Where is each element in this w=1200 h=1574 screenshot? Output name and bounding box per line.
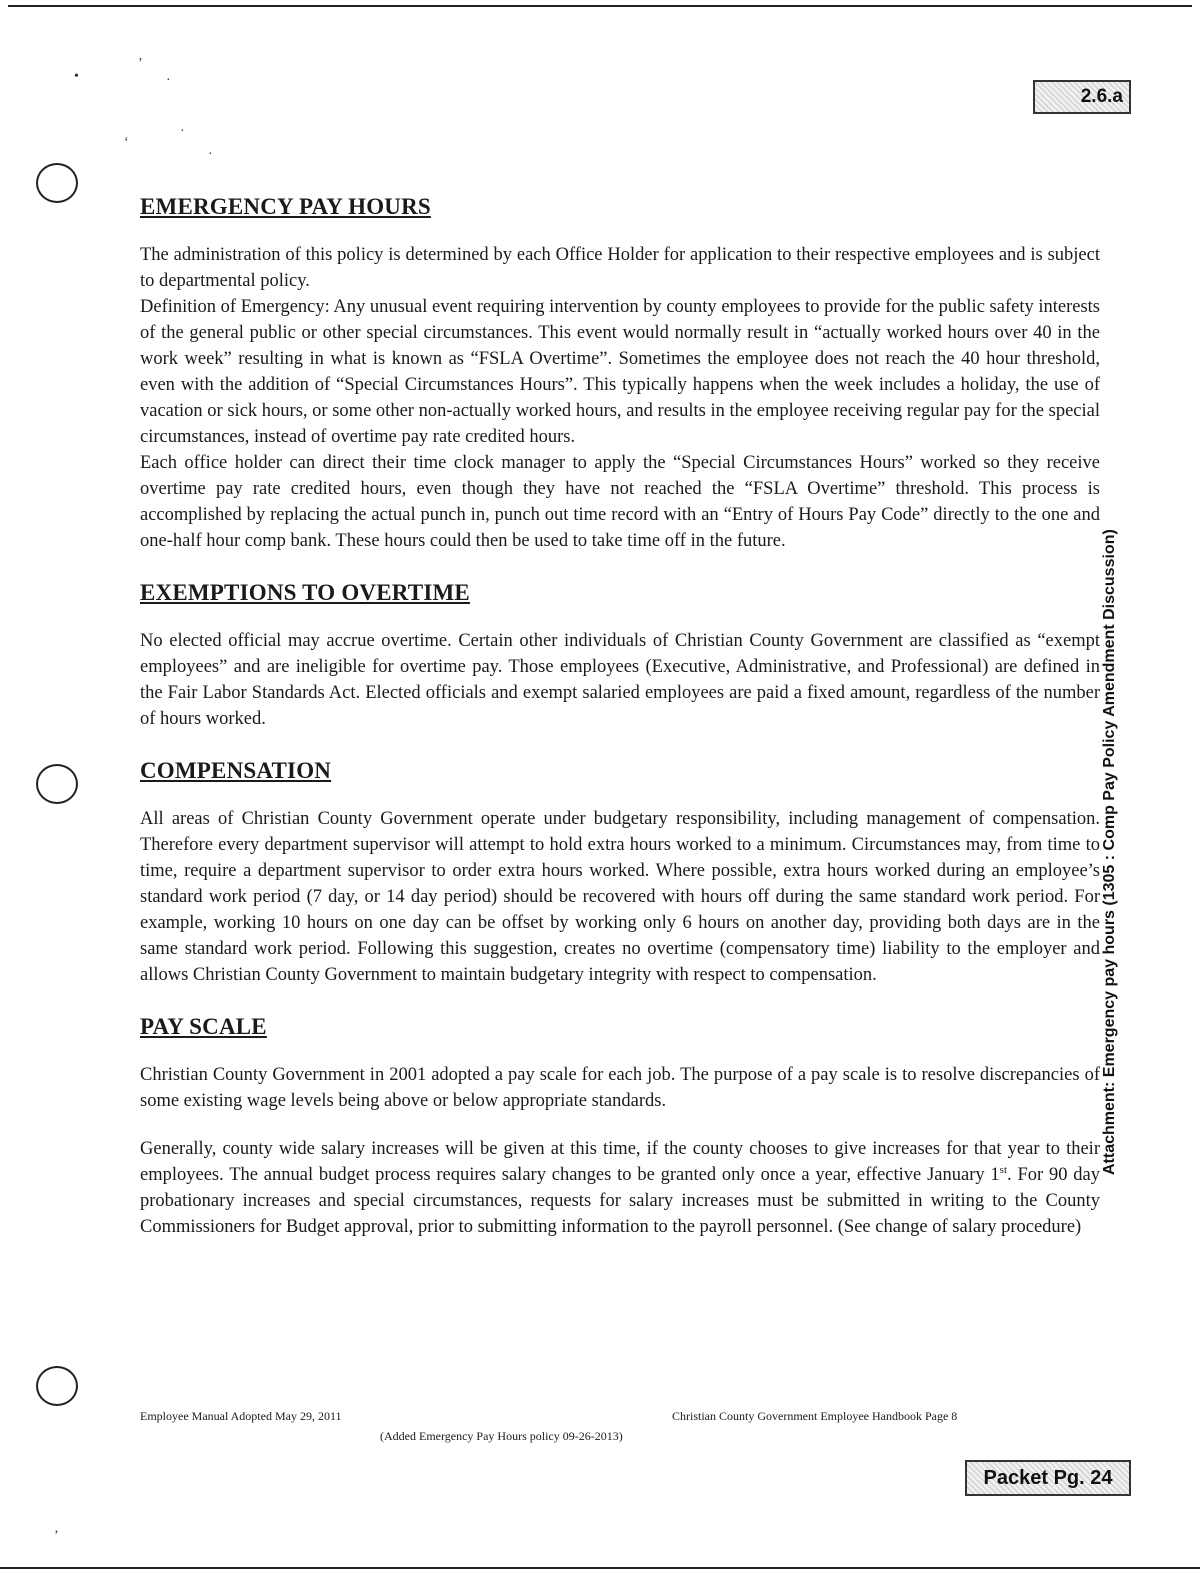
scan-speck: · [208,147,213,162]
document-tag: 2.6.a [1033,80,1131,114]
footer-adoption-note: Employee Manual Adopted May 29, 2011 [140,1409,342,1423]
scan-speck: • [74,69,79,84]
scan-speck: · [180,124,185,139]
page-content [140,180,1100,1266]
scan-speck: ’ [138,56,143,71]
section-compensation [140,758,1100,988]
scan-speck: · [166,73,171,88]
section-emergency-pay [140,194,1100,554]
paragraph: Definition of Emergency: Any unusual event requiring intervention by county employees to provide for the public safety interests of the general public or other special circumstances. This event would normally result in “actually worked hours over 40 in the work week” resulting in what is known as “FSLA Overtime”. Sometimes the employee does not reach the 40 hour threshold, even with the addition of “Special Circumstances Hours”. This typically happens when the week includes a holiday, the use of vacation or sick hours, or some other non-actually worked hours, and results in the employee receiving regular pay for the special circumstances, instead of overtime pay rate credited hours. [140,297,1100,447]
scan-speck: ‚ [54,1521,59,1536]
footer-amendment-note: (Added Emergency Pay Hours policy 09-26-2013) [380,1429,623,1443]
section-pay-scale [140,1014,1100,1240]
bottom-scan-border [0,1567,1200,1569]
section-heading: EXEMPTIONS TO OVERTIME [140,580,470,605]
section-exemptions [140,580,1100,732]
section-heading: COMPENSATION [140,758,332,783]
hole-punch-top [36,163,78,203]
section-heading: PAY SCALE [140,1014,267,1039]
hole-punch-bottom [36,1366,78,1406]
paragraph: Each office holder can direct their time clock manager to apply the “Special Circumstances Hours” worked so they receive overtime pay rate credited hours, even though they have not reached the “FSLA Overtime” threshold. This process is accomplished by replacing the actual punch in, punch out time record with an “Entry of Hours Pay Code” directly to the one and one-half hour comp bank. These hours could then be used to take time off in the future. [140,453,1100,551]
paragraph-text: Generally, county wide salary increases will be given at this time, if the county chooses to give increases for that year to their employees. The annual budget process requires salary changes to be granted only once a year, effective January 1 [140,1139,1100,1185]
paragraph: No elected official may accrue overtime. Certain other individuals of Christian County Government are classified as “exempt employees” and are ineligible for overtime pay. Those employees (Executive, Administrative, and Professional) are defined in the Fair Labor Standards Act. Elected officials and exempt salaried employees are paid a fixed amount, regardless of the number of hours worked. [140,631,1100,729]
attachment-side-label: Attachment: Emergency pay hours (1305 : Comp Pay Policy Amendment Discussion) [1101,529,1118,1175]
hole-punch-middle [36,764,78,804]
top-scan-border [8,5,1192,7]
scan-speck: ‘ [124,135,129,150]
paragraph: Christian County Government in 2001 adopted a pay scale for each job. The purpose of a pay scale is to resolve discrepancies of some existing wage levels being above or below appropriate standards. [140,1065,1100,1111]
paragraph: All areas of Christian County Government operate under budgetary responsibility, including management of compensation. Therefore every department supervisor will attempt to hold extra hours worked to a minimum. Circumstances may, from time to time, require a department supervisor to order extra hours worked. Where possible, extra hours worked during an employee’s standard work period (7 day, or 14 day period) should be recovered with hours off during the same standard work period. For example, working 10 hours on one day can be offset by working only 6 hours on another day, providing both days are in the same standard work period. Following this suggestion, creates no overtime (compensatory time) liability to the employer and allows Christian County Government to maintain budgetary integrity with respect to compensation. [140,809,1100,985]
ordinal-suffix: st [999,1163,1008,1176]
section-heading: EMERGENCY PAY HOURS [140,194,431,219]
paragraph: The administration of this policy is determined by each Office Holder for application to their respective employees and is subject to departmental policy. [140,245,1100,291]
paragraph [140,1136,1100,1240]
paragraph-text: . For 90 day probationary increases and special circumstances, requests for salary increases must be submitted in writing to the County Commissioners for Budget approval, prior to submitting information to the payroll personnel. (See change of salary procedure) [140,1165,1100,1237]
footer-handbook-page: Christian County Government Employee Handbook Page 8 [672,1409,958,1423]
packet-page-tag: Packet Pg. 24 [965,1460,1131,1496]
